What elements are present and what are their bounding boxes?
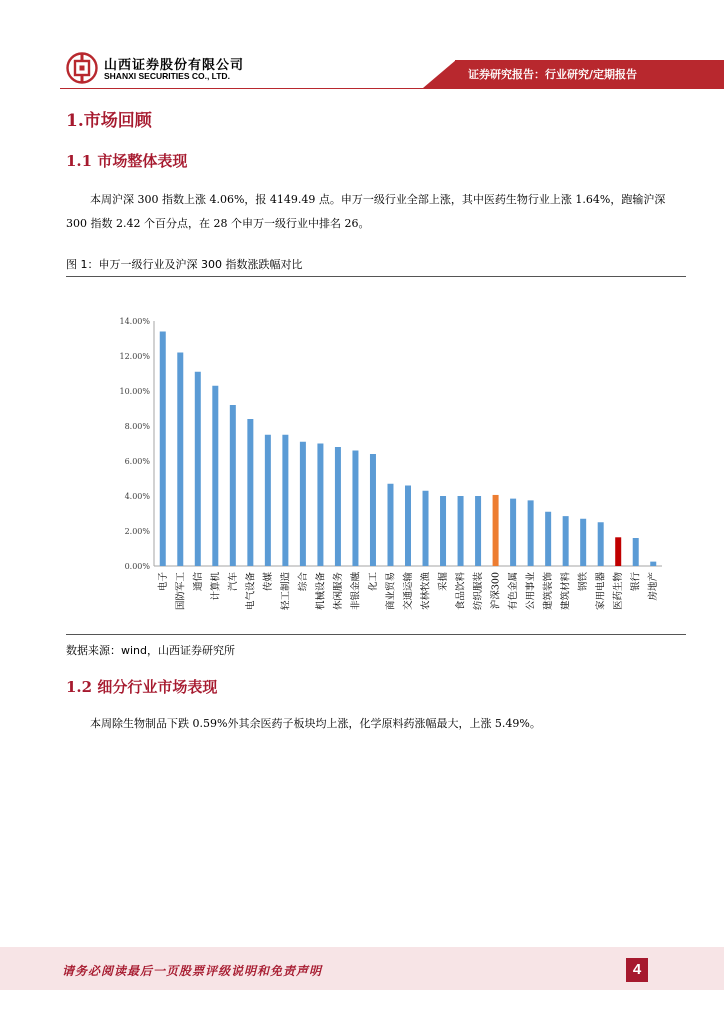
x-tick-label: 休闲服务 [332,572,344,611]
x-tick-label: 商业贸易 [385,572,397,611]
bar [528,500,534,566]
bar [440,496,446,566]
x-tick-label: 医药生物 [613,572,625,611]
bar [317,444,323,567]
footer-disclaimer: 请务必阅读最后一页股票评级说明和免责声明 [62,964,323,978]
x-tick-label: 国防军工 [175,572,187,611]
x-tick-label: 银行 [630,572,642,592]
section-title-subsector-performance: 1.2 细分行业市场表现 [66,678,218,696]
x-tick-label: 公用事业 [525,572,537,611]
bar [212,386,218,566]
bar [510,499,516,566]
y-tick-label: 2.00% [124,527,150,536]
bar [195,372,201,566]
bar [370,454,376,566]
bar [423,491,429,566]
industry-returns-bar-chart [66,278,686,634]
bar [265,435,271,566]
x-tick-label: 计算机 [210,572,222,601]
y-tick-label: 8.00% [124,422,150,431]
bar [580,519,586,566]
data-source: 数据来源：wind，山西证券研究所 [66,644,236,657]
bar [387,484,393,566]
x-tick-label: 农林牧渔 [420,572,432,611]
x-tick-label: 房地产 [648,572,660,601]
header-band-tip [423,60,456,88]
bar [247,419,253,566]
x-tick-label: 电气设备 [245,572,257,611]
bar [563,516,569,566]
figure-top-rule [66,276,686,277]
report-type: 证券研究报告：行业研究/定期报告 [468,68,638,81]
x-tick-label: 钢铁 [578,572,590,592]
x-tick-label: 采掘 [438,572,450,592]
x-tick-label: 建筑装饰 [543,572,555,611]
shanxi-securities-logo-icon [66,52,98,84]
x-tick-label: 传媒 [262,572,274,592]
section-title-overall-performance: 1.1 市场整体表现 [66,152,188,170]
page-header [0,0,724,92]
bar [282,435,288,566]
y-tick-label: 6.00% [124,457,150,466]
y-tick-label: 10.00% [119,387,150,396]
figure-bottom-rule [66,634,686,635]
x-tick-label: 轻工制造 [280,572,292,611]
bar [230,405,236,566]
y-tick-label: 14.00% [119,317,150,326]
header-divider [60,88,724,89]
figure-caption: 图 1：申万一级行业及沪深 300 指数涨跌幅对比 [66,258,303,271]
subsector-performance-paragraph: 本周除生物制品下跌 0.59%外其余医药子板块均上涨，化学原料药涨幅最大，上涨 5.49%。 [90,717,541,730]
bar [160,332,166,567]
overall-performance-paragraph: 本周沪深 300 指数上涨 4.06%，报 4149.49 点。申万一级行业全部上涨，其中医药生物行业上涨 1.64%，跑输沪深 300 指数 2.42 个百分点，在 28 个申万一级行业中排名 26。 [66,193,666,230]
company-name-en: SHANXI SECURITIES CO., LTD. [104,71,230,81]
bar [475,496,481,566]
x-tick-label: 沪深300 [490,572,502,610]
bar [615,537,621,566]
bar [598,522,604,566]
y-tick-label: 12.00% [119,352,150,361]
page-number: 4 [626,958,648,982]
x-tick-label: 家用电器 [595,572,607,611]
x-tick-label: 食品饮料 [455,572,467,611]
bar [493,495,499,566]
company-name-cn: 山西证券股份有限公司 [104,58,245,73]
section-title-market-review: 1.市场回顾 [66,111,152,131]
x-tick-label: 汽车 [227,572,239,592]
bar [405,486,411,567]
x-tick-label: 综合 [297,572,309,592]
x-tick-label: 电子 [157,572,169,592]
bar [300,442,306,566]
x-tick-label: 非银金融 [350,572,362,611]
x-tick-label: 通信 [192,572,204,592]
bar [545,512,551,566]
bar [177,353,183,567]
x-tick-label: 纺织服装 [473,572,485,611]
y-tick-label: 4.00% [124,492,150,501]
bar [458,496,464,566]
x-tick-label: 化工 [367,572,379,592]
bar [633,538,639,566]
x-tick-label: 有色金属 [508,572,520,611]
bar [352,451,358,567]
bar [335,447,341,566]
x-tick-label: 机械设备 [315,572,327,611]
y-tick-label: 0.00% [124,562,150,571]
bar [650,562,656,566]
x-tick-label: 建筑材料 [560,572,572,611]
x-tick-label: 交通运输 [403,572,414,611]
